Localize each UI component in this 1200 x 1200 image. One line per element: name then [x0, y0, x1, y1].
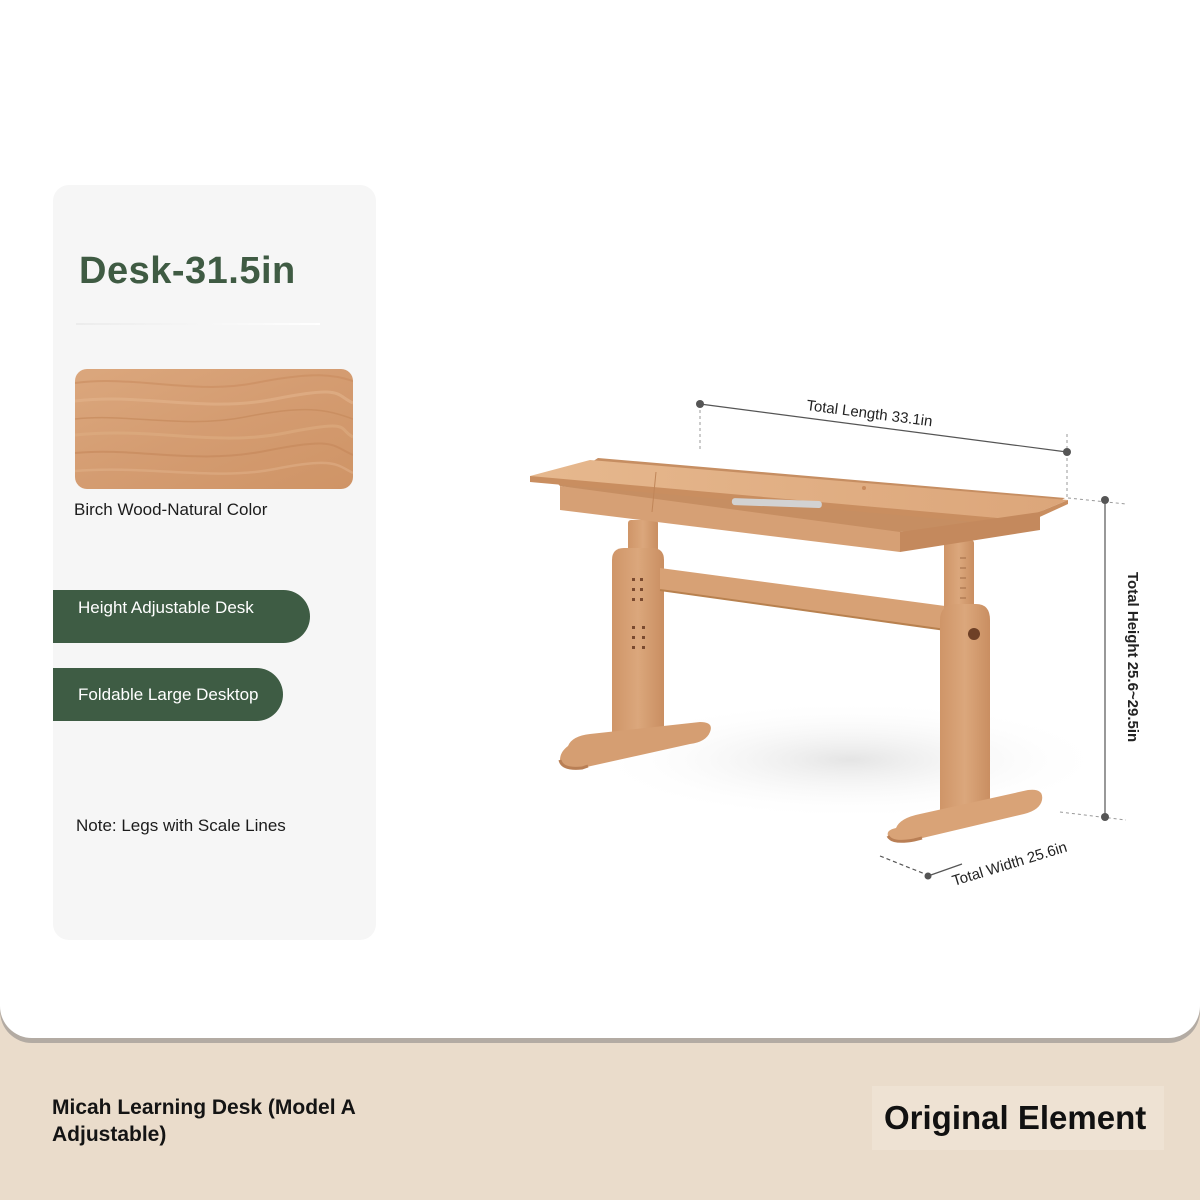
feature-label: Foldable Large Desktop — [78, 685, 259, 704]
feature-height-adjustable[interactable] — [53, 590, 310, 643]
feature-foldable-desktop[interactable] — [53, 668, 283, 721]
feature-label: Height Adjustable Desk — [78, 598, 254, 617]
height-label: Total Height 25.6~29.5in — [1124, 572, 1141, 743]
product-title: Desk-31.5in — [79, 250, 296, 292]
desk-stretcher — [660, 568, 960, 632]
wood-color-swatch[interactable] — [75, 369, 353, 489]
title-divider — [76, 323, 320, 325]
length-label: Total Length 33.1in — [805, 397, 934, 431]
desk-dimension-illustration — [520, 380, 1160, 900]
footer-product-name: Micah Learning Desk (Model A Adjustable) — [52, 1096, 355, 1146]
width-label: Total Width 25.6in — [950, 838, 1070, 890]
brand-name: Original Element — [872, 1086, 1164, 1150]
desktop-surface — [530, 458, 1068, 552]
wood-grain-texture — [75, 369, 353, 489]
material-label: Birch Wood-Natural Color — [74, 500, 268, 519]
width-dimension — [880, 839, 1069, 890]
scale-lines-note: Note: Legs with Scale Lines — [76, 816, 286, 835]
desk-leg-back — [560, 520, 711, 768]
